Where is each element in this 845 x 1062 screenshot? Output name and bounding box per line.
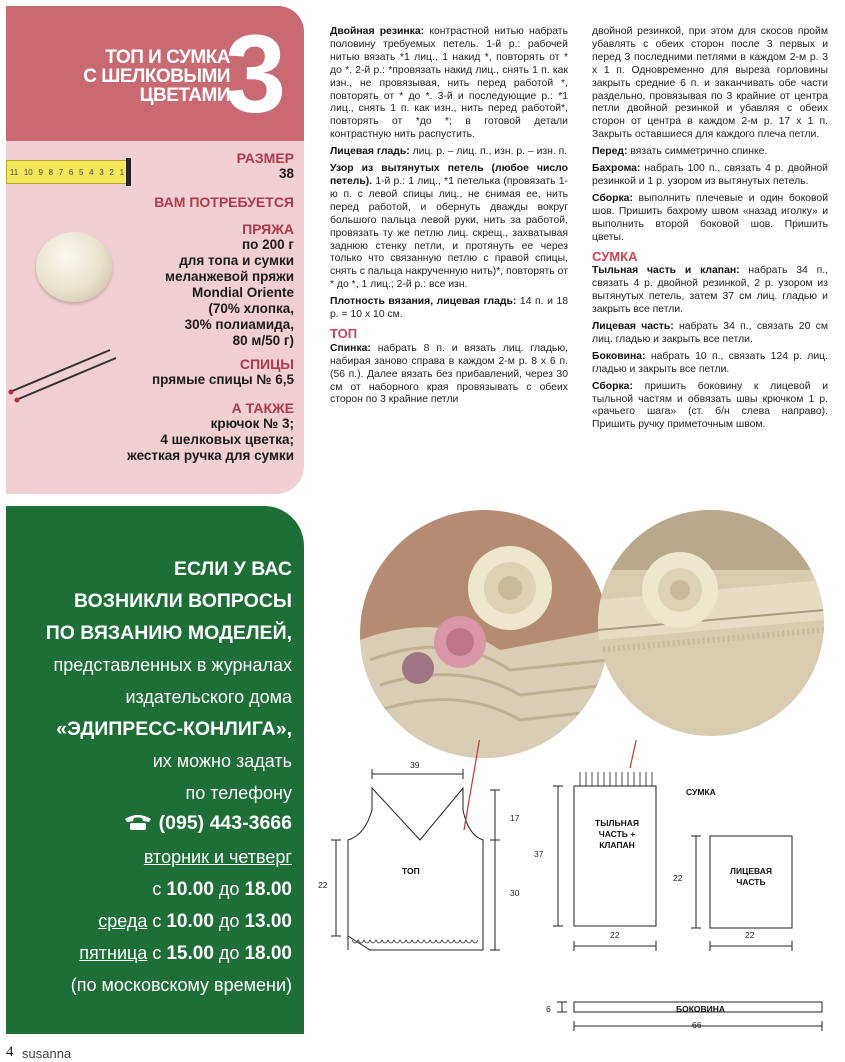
- paragraph: Сборка: пришить боковину к лицевой и тыльной частям и обвязать швы крючком 1 р. «рачьего шага» (ст. б/н слева направо). Пришить ручку приметочным швом.: [592, 380, 828, 431]
- paragraph: Сборка: выполнить плечевые и один боковой шов. Пришить бахрому швом «назад иголку» и выполнить второй боковой шов. Пришить цветы.: [592, 192, 828, 243]
- top-neck-label: 17: [510, 813, 520, 823]
- measuring-tape-icon: 11 10 9 8 7 6 5 4 3 2 1: [6, 160, 128, 184]
- back-part-label: ТЫЛЬНАЯ ЧАСТЬ + КЛАПАН: [595, 818, 639, 850]
- paragraph: Тыльная часть и клапан: набрать 34 п., связать 4 р. двойной резинкой, 2 р. узором из вытянутых петель, затем 37 см лиц. гладью и закрыть все петли.: [592, 265, 828, 316]
- section-heading-top: ТОП: [330, 325, 358, 341]
- front-side-label: 22: [673, 873, 683, 883]
- instructions-column-1: [330, 26, 568, 411]
- contact-line: по телефону: [185, 783, 292, 803]
- front-width-label: 22: [745, 930, 755, 940]
- paragraph: двойной резинкой, при этом для скосов пройм убавлять с обеих сторон после 3 первых и перед 3 последними петлями в каждом 2-м р. 3 х 1 п. Одновременно для выреза горловины закрыть средние 6 п. и заканчивать обе части раздельно, провязывая по 3 крайние от центра петли двойной резинкой и убавляя с обеих сторон от центра в каждом 2-м р. 17 х 1 п. Закрыть оставшиеся для каждого плеча петли.: [592, 26, 828, 141]
- paragraph: Лицевая часть: набрать 34 п., связать 20 см лиц. гладью и закрыть все петли.: [592, 321, 828, 345]
- top-body-label: 30: [510, 888, 520, 898]
- knitting-needles-icon: [6, 346, 121, 406]
- model-number: 3: [224, 13, 286, 136]
- tape-end-icon: [126, 158, 131, 186]
- telephone-icon: [123, 813, 153, 831]
- bag-diagram-label: СУМКА: [686, 787, 716, 797]
- side-height-label: 6: [546, 1004, 551, 1014]
- top-side-label: 22: [318, 880, 328, 890]
- paragraph: Бахрома: набрать 100 п., связать 4 р. двойной резинкой и 1 р. узором из вытянутых петель.: [592, 163, 828, 187]
- pattern-diagrams: [300, 740, 845, 1040]
- instructions-column-2: [592, 26, 828, 436]
- back-height-label: 37: [534, 849, 544, 859]
- need-heading: ВАМ ПОТРЕБУЕТСЯ: [154, 194, 294, 210]
- paragraph: Лицевая гладь: лиц. р. – лиц. п., изн. р. – изн. п.: [330, 146, 568, 158]
- contact-line: издательского дома: [125, 687, 292, 707]
- bag-photo: [598, 510, 824, 736]
- contact-line: ВОЗНИКЛИ ВОПРОСЫ: [74, 590, 292, 612]
- phone-number[interactable]: (095) 443-3666: [123, 812, 292, 834]
- back-width-label: 22: [610, 930, 620, 940]
- schedule-days-1: вторник и четверг: [143, 847, 292, 867]
- paragraph: Узор из вытянутых петель (любое число петель). 1-й р.: 1 лиц., *1 петелька (провязать 1-ю п. с левой спицы лиц., не снимая ее, нить перед работой, и обернуть дважды вокруг большого пальца левой руки, нить за работой, провязать ту же петлю лиц. скрещ., захватывая заднюю стенку петли, и протянуть ее через только что связанную петлю с правой спицы, снять с пальца накрученную нить)*, повторять от * до *, 1 лиц.; 2-й р.: все изн.: [330, 163, 568, 291]
- publisher-name: «ЭДИПРЕСС-КОНЛИГА»,: [56, 718, 292, 740]
- title-line: С ШЕЛКОВЫМИ: [83, 66, 230, 87]
- yarn-heading: ПРЯЖА: [242, 221, 294, 237]
- size-value: 38: [278, 166, 294, 181]
- model-title: [83, 48, 230, 105]
- schedule-time-1: с 10.00 до 18.00: [152, 879, 292, 900]
- paragraph: Перед: вязать симметрично спинке.: [592, 146, 768, 158]
- contact-line: ПО ВЯЗАНИЮ МОДЕЛЕЙ,: [45, 622, 292, 644]
- also-heading: А ТАКЖЕ: [231, 400, 294, 416]
- magazine-brand: susanna: [22, 1046, 72, 1061]
- front-part-label: ЛИЦЕВАЯ ЧАСТЬ: [730, 866, 772, 887]
- side-length-label: 66: [692, 1020, 702, 1030]
- also-details: крючок № 3; 4 шелковых цветка; жесткая ручка для сумки: [127, 416, 294, 463]
- timezone-note: (по московскому времени): [70, 975, 292, 995]
- materials-sidebar: [6, 6, 304, 494]
- title-line: ТОП И СУМКА: [105, 47, 230, 68]
- contact-box: [6, 506, 304, 1034]
- top-diagram-label: ТОП: [402, 866, 420, 876]
- paragraph: Плотность вязания, лицевая гладь: 14 п. и 18 р. = 10 х 10 см.: [330, 296, 568, 321]
- side-strip-label: БОКОВИНА: [676, 1004, 726, 1014]
- title-banner: [6, 6, 304, 141]
- yarn-details: по 200 г для топа и сумки меланжевой пряжи Mondial Oriente (70% хлопка, 30% полиамида, 80 м/50 г): [164, 237, 294, 348]
- contact-line: представленных в журналах: [53, 655, 292, 675]
- schedule-2: среда с 10.00 до 13.00: [98, 911, 292, 932]
- needles-text: прямые спицы № 6,5: [152, 372, 294, 387]
- paragraph: Двойная резинка: контрастной нитью набрать половину требуемых петель. 1-й р.: рабочей нитью вязать *1 лиц., 1 накид *, повторять от * до *. 2-й р.: *провязать накид лиц., снять 1 п. как изн., не провязывая, нить перед работой *, повторять от * до *. 3-й и последующие р.: *1 лиц., снять 1 п. как изн., нить перед работой*, повторять от *до *; в готовой детали контрастную нить распустить.: [330, 26, 568, 141]
- page-number: 4: [6, 1044, 14, 1060]
- paragraph: Боковина: набрать 10 п., связать 124 р. лиц. гладью и закрыть все петли.: [592, 350, 828, 375]
- contact-line: ЕСЛИ У ВАС: [173, 558, 292, 580]
- section-heading-bag: СУМКА: [592, 248, 638, 264]
- size-heading: РАЗМЕР: [236, 150, 294, 166]
- contact-line: их можно задать: [152, 751, 292, 771]
- top-photo: [360, 510, 608, 758]
- title-line: ЦВЕТАМИ: [139, 85, 230, 106]
- needles-heading: СПИЦЫ: [239, 356, 294, 372]
- top-width-label: 39: [410, 760, 420, 770]
- yarn-ball-icon: [36, 232, 112, 302]
- schedule-3: пятница с 15.00 до 18.00: [79, 943, 292, 964]
- paragraph: Спинка: набрать 8 п. и вязать лиц. гладью, набирая заново справа в каждом 2-м р. 8 х 6 п. (56 п.). Далее вязать без прибавлений, через 30 см от наборного края провязывать с обеих сторон по 3 крайние петли: [330, 342, 568, 406]
